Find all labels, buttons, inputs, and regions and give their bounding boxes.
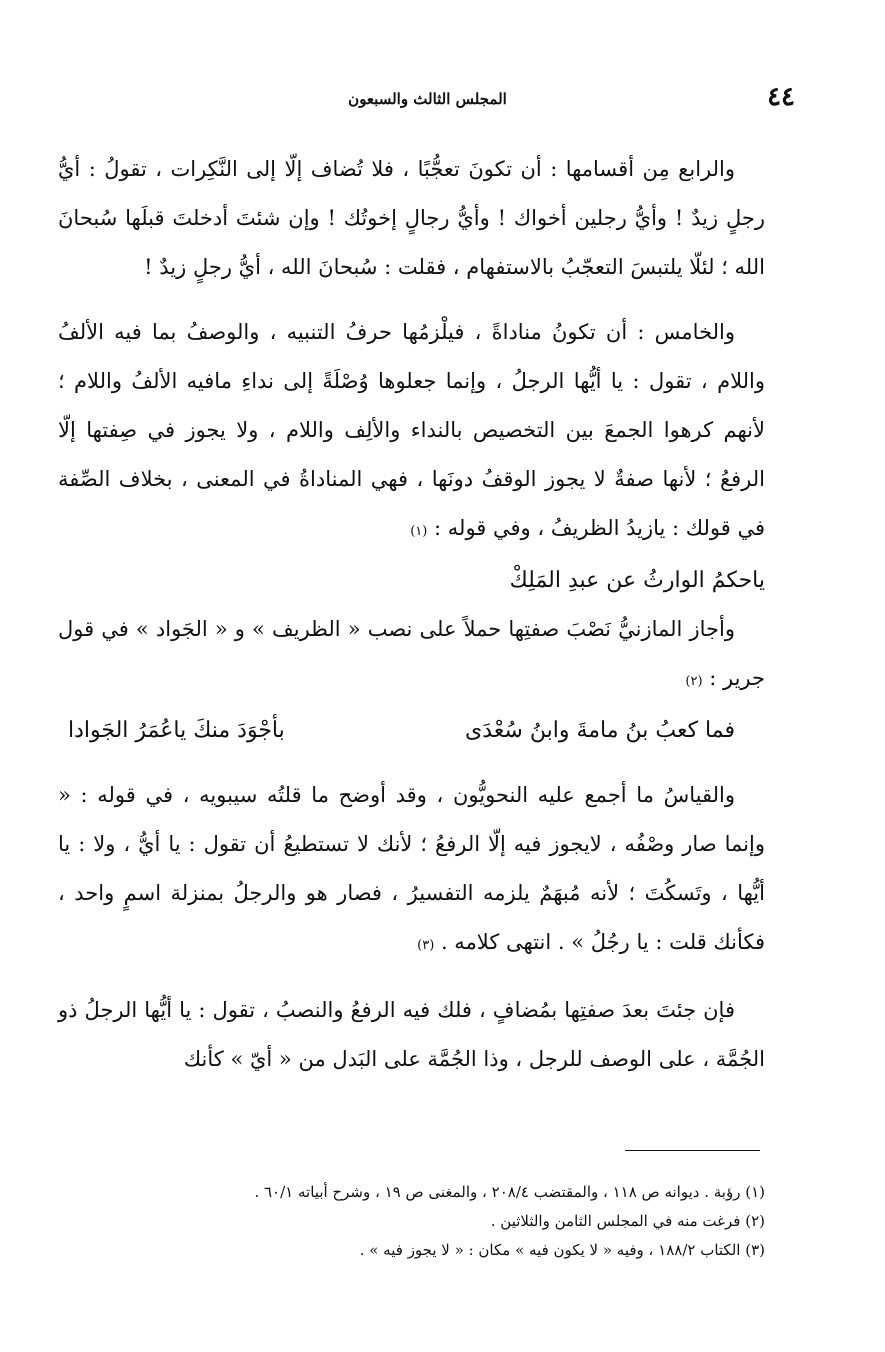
footnotes [70, 1178, 765, 1265]
page-header [60, 82, 795, 118]
footnote-3: (٣) الكتاب ١٨٨/٢ ، وفيه « لا يكون فيه » مكان : « لا يجوز فيه » . [359, 1241, 765, 1259]
verse-hemistich-second: بأجْوَدَ منكَ ياعُمَرُ الجَوادا [68, 718, 285, 743]
footnote-1: (١) رؤبة . ديوانه ص ١١٨ ، والمقتضب ٢٠٨/٤ ، والمغنى ص ١٩ ، وشرح أبياته ٦٠/١ . [254, 1183, 765, 1201]
verse-rajaz: ياحكمُ الوارثُ عن عبدِ المَلِكْ [509, 568, 765, 593]
page-number: ٤٤ [767, 82, 795, 112]
paragraph-2 [58, 308, 765, 556]
footnote-2: (٢) فرغت منه في المجلس الثامن والثلاثين . [490, 1212, 765, 1230]
footnote-ref-1: (١) [410, 524, 428, 539]
paragraph-5: فإن جئتَ بعدَ صفتِها بمُضافٍ ، فلك فيه الرفعُ والنصبُ ، تقول : يا أيُّها الرجلُ ذو الجُمَّة ، على الوصف للرجل ، وذا الجُمَّة على البَدل من « أيّ » كأنك [58, 998, 765, 1071]
verse-jarir [68, 706, 735, 755]
footnote-divider [625, 1150, 760, 1151]
footnote-ref-2: (٢) [685, 674, 703, 689]
footnote-ref-3: (٣) [417, 938, 435, 953]
paragraph-4 [58, 771, 765, 970]
paragraph-3 [58, 605, 765, 706]
paragraph-4-text: والقياسُ ما أجمع عليه النحويُّون ، وقد أوضح ما قلتُه سيبويه ، في قوله : « وإنما صار وصْفُه ، لايجوز فيه إلّا الرفعُ ؛ لأنك لا تستطيعُ أن تقول : يا أيُّ ، ولا : يا أيُّها ، وتَسكُتَ ؛ لأنه مُبهَمٌ يلزمه التفسيرُ ، فصار هو والرجلُ بمنزلة اسمٍ واحد ، فكأنك قلت : يا رجُلُ » . انتهى كلامه . [58, 783, 765, 954]
verse-hemistich-first: فما كعبُ بنُ مامةَ وابنُ سُعْدَى [465, 718, 735, 743]
main-text [58, 145, 765, 1084]
running-title: المجلس الثالث والسبعون [348, 90, 507, 108]
paragraph-3-text: وأجاز المازنيُّ نَصْبَ صفتِها حملاً على نصب « الظريف » و « الجَواد » في قول جرير : [58, 617, 765, 690]
paragraph-2-text: والخامس : أن تكونُ مناداةً ، فيلْزمُها حرفُ التنبيه ، والوصفُ بما فيه الألفُ واللام ، تقول : يا أيُّها الرجلُ ، وإنما جعلوها وُصْلَةً إلى نداءِ مافيه الألفُ واللام ؛ لأنهم كرهوا الجمعَ بين التخصيص بالنداء والألِف واللام ، ولا يجوز في صِفتها إلّا الرفعُ ؛ لأنها صفةٌ لا يجوز الوقفُ دونَها ، فهي المناداةُ في المعنى ، بخلاف الصِّفة في قولك : يازيدُ الظريفُ ، وفي قوله : [58, 320, 765, 540]
paragraph-1: والرابع مِن أقسامها : أن تكونَ تعجُّبًا ، فلا تُضاف إلّا إلى النَّكِرات ، تقولُ : أيُّ رجلٍ زيدٌ ! وأيُّ رجلين أخواك ! وأيُّ رجالٍ إخوتُك ! وإن شئتَ أدخلتَ قبلَها سُبحانَ الله ؛ لئلّا يلتبسَ التعجّبُ بالاستفهام ، فقلت : سُبحانَ الله ، أيُّ رجلٍ زيدٌ ! [58, 157, 765, 279]
